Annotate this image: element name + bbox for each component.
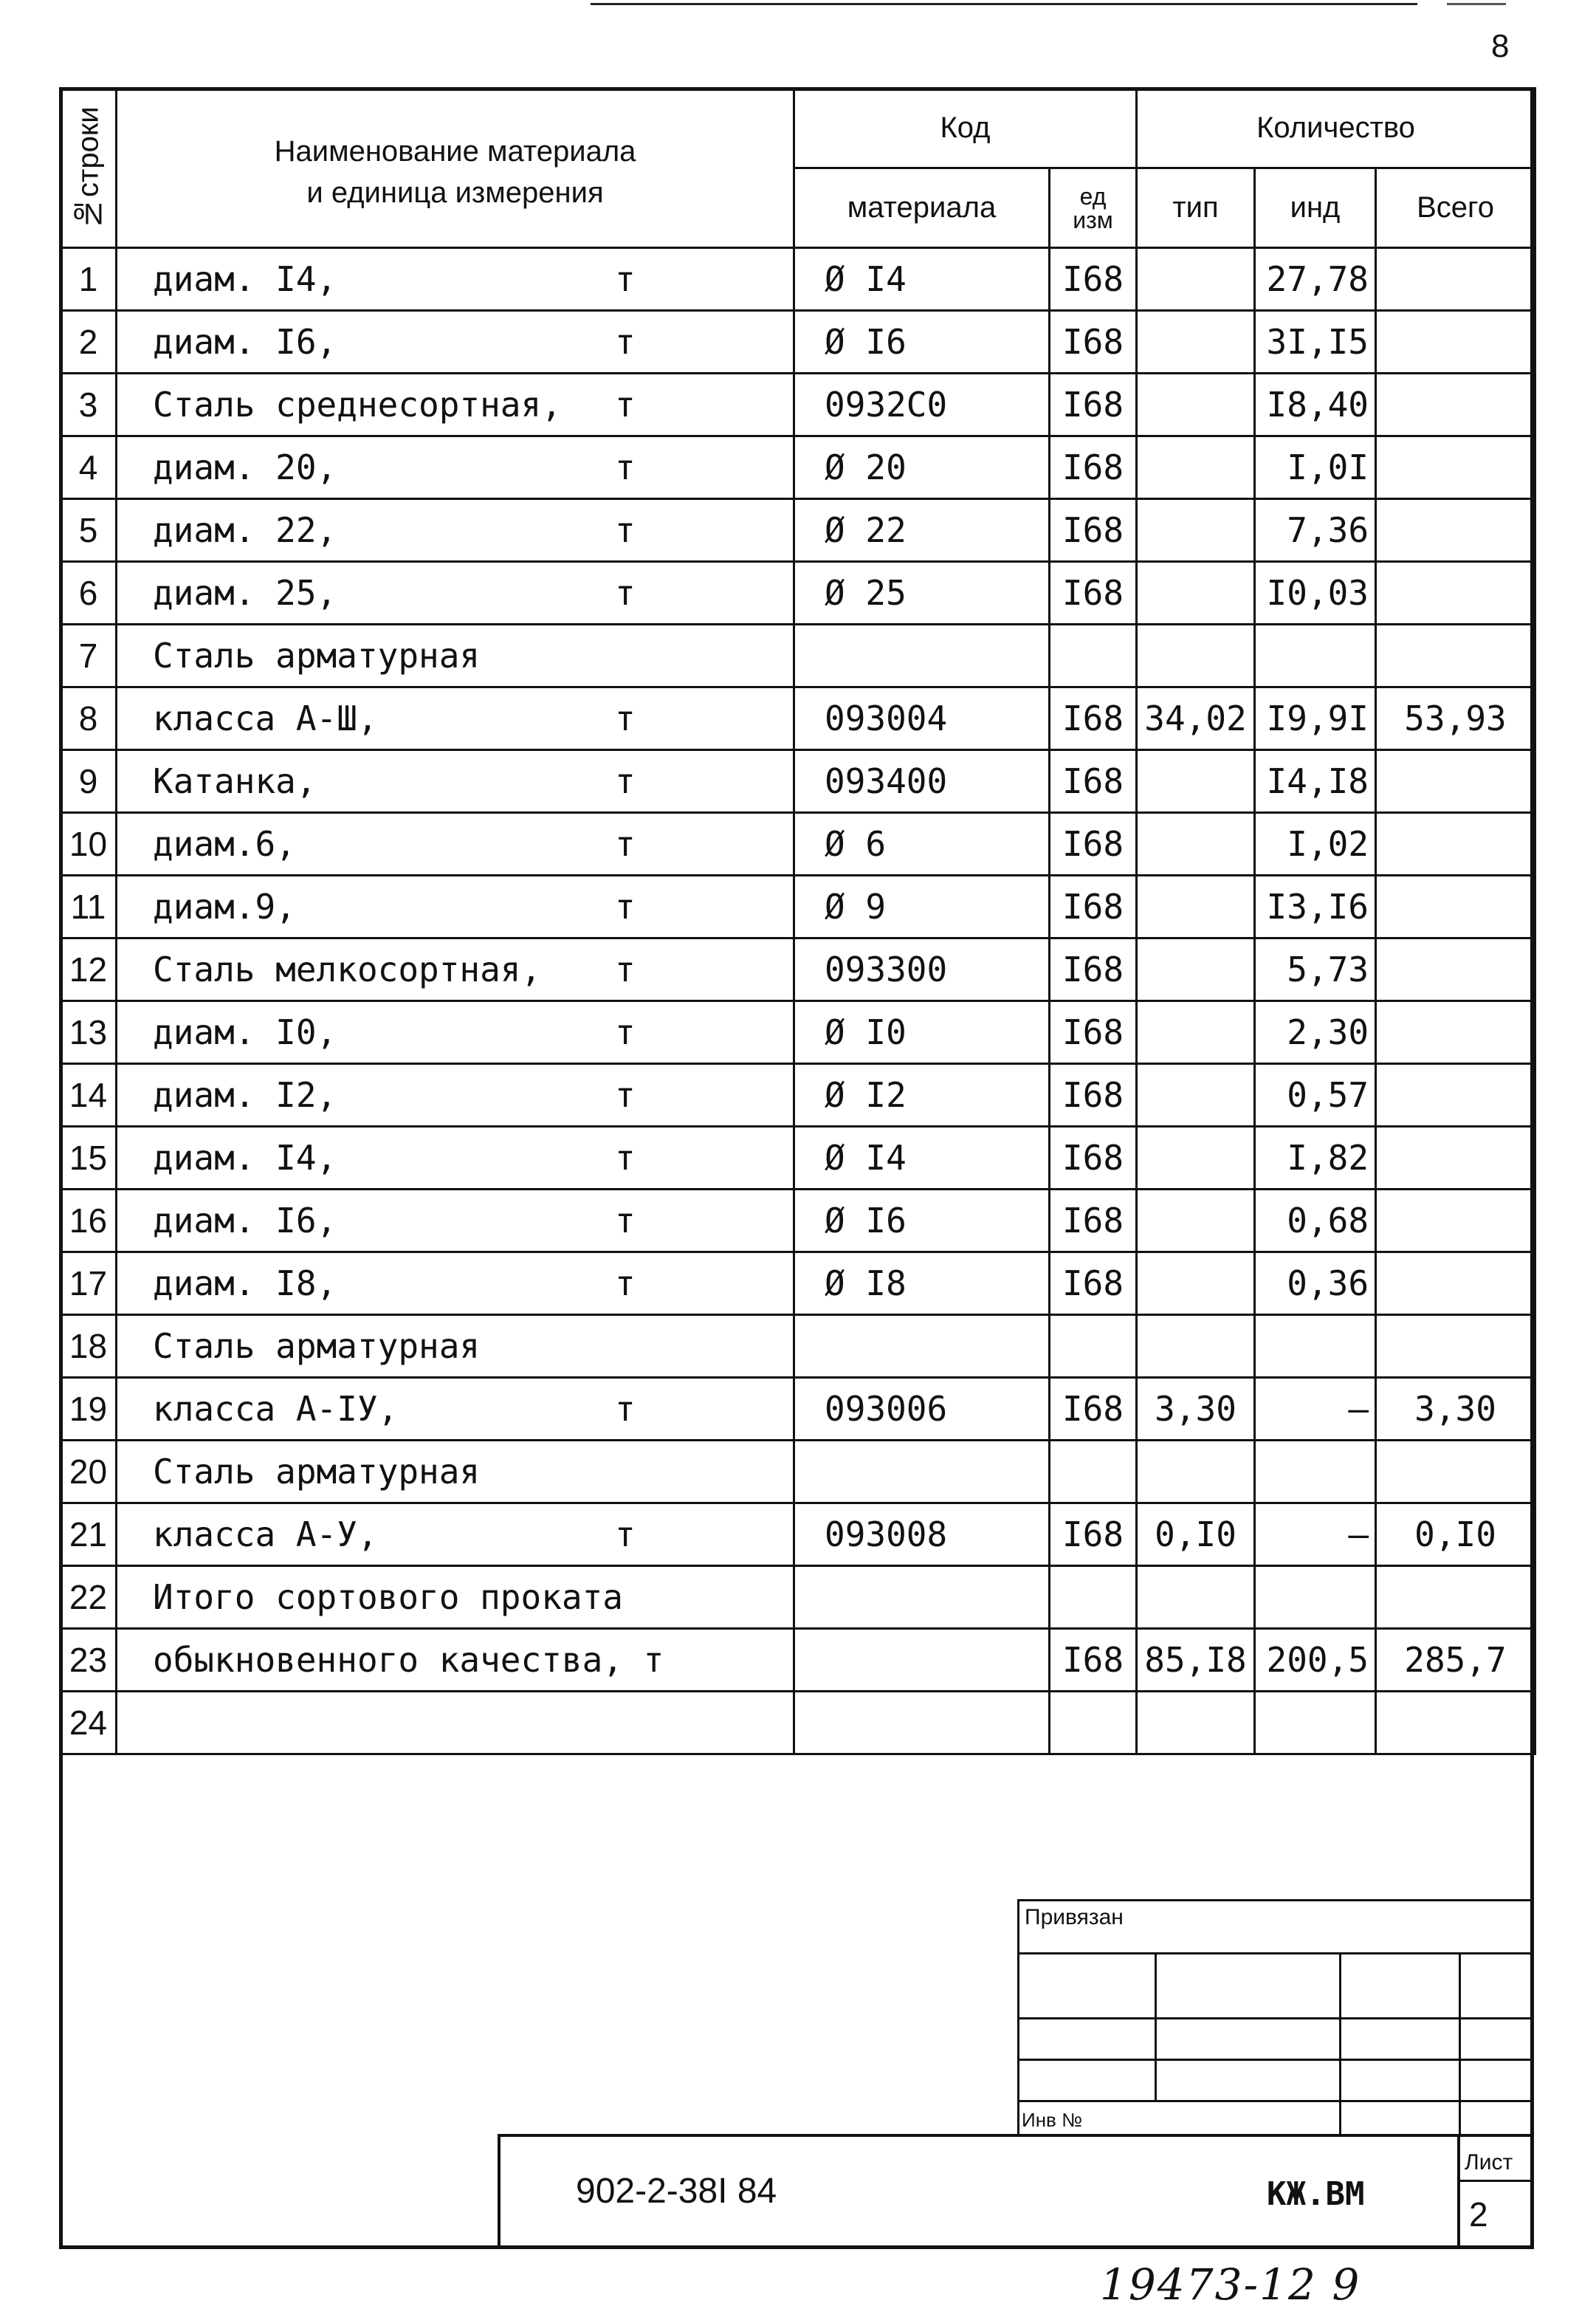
unit-code xyxy=(1050,1692,1137,1754)
qty-ind: 0,36 xyxy=(1255,1252,1376,1315)
material-unit: т xyxy=(615,1514,636,1554)
unit-code: I68 xyxy=(1050,1629,1137,1692)
header-name-line2: и единица измерения xyxy=(306,176,604,209)
row-number: 10 xyxy=(61,813,117,876)
material-code: Ø 6 xyxy=(794,813,1050,876)
handwritten-number: 19473-12 9 xyxy=(1100,2259,1361,2310)
material-name-text: диам. I6, xyxy=(153,322,337,362)
top-rule xyxy=(591,3,1417,5)
material-name xyxy=(117,750,794,813)
material-code: Ø I6 xyxy=(794,311,1050,374)
qty-type xyxy=(1137,374,1255,436)
material-name xyxy=(117,1064,794,1127)
material-name-text: Итого сортового проката xyxy=(153,1577,623,1617)
table-row xyxy=(61,1001,1535,1064)
table-row xyxy=(61,625,1535,687)
material-name xyxy=(117,248,794,311)
material-code: Ø I8 xyxy=(794,1252,1050,1315)
qty-type: 85,I8 xyxy=(1137,1629,1255,1692)
unit-code xyxy=(1050,1566,1137,1629)
material-name xyxy=(117,938,794,1001)
qty-type xyxy=(1137,248,1255,311)
header-unit-line1: ед xyxy=(1079,182,1107,210)
row-number: 5 xyxy=(61,499,117,562)
qty-ind: – xyxy=(1255,1503,1376,1566)
material-name xyxy=(117,499,794,562)
material-unit: т xyxy=(615,447,636,487)
material-name xyxy=(117,436,794,499)
qty-ind: 0,57 xyxy=(1255,1064,1376,1127)
qty-type xyxy=(1137,562,1255,625)
header-code-unit xyxy=(1050,168,1137,248)
material-name xyxy=(117,1252,794,1315)
qty-total xyxy=(1376,311,1535,374)
material-name xyxy=(117,1378,794,1441)
material-code: 093004 xyxy=(794,687,1050,750)
qty-type xyxy=(1137,1001,1255,1064)
qty-ind: I0,03 xyxy=(1255,562,1376,625)
row-number: 11 xyxy=(61,876,117,938)
qty-total xyxy=(1376,248,1535,311)
material-name xyxy=(117,1001,794,1064)
material-code xyxy=(794,625,1050,687)
qty-ind xyxy=(1255,1315,1376,1378)
row-number: 7 xyxy=(61,625,117,687)
row-number: 13 xyxy=(61,1001,117,1064)
stamp-line xyxy=(1017,2059,1534,2061)
material-code xyxy=(794,1441,1050,1503)
unit-code xyxy=(1050,1315,1137,1378)
material-unit: т xyxy=(615,824,636,864)
row-number: 24 xyxy=(61,1692,117,1754)
material-code: 093300 xyxy=(794,938,1050,1001)
stamp-line xyxy=(1017,1952,1534,1955)
material-name-text: диам.6, xyxy=(153,824,296,864)
table-row xyxy=(61,1503,1535,1566)
row-number: 2 xyxy=(61,311,117,374)
document-mark: КЖ.ВМ xyxy=(1267,2175,1365,2213)
qty-total xyxy=(1376,813,1535,876)
qty-total xyxy=(1376,938,1535,1001)
unit-code: I68 xyxy=(1050,436,1137,499)
material-name xyxy=(117,1503,794,1566)
table-row xyxy=(61,562,1535,625)
qty-type xyxy=(1137,1566,1255,1629)
qty-ind xyxy=(1255,1692,1376,1754)
qty-total xyxy=(1376,436,1535,499)
row-number: 4 xyxy=(61,436,117,499)
qty-ind: I4,I8 xyxy=(1255,750,1376,813)
material-name xyxy=(117,1692,794,1754)
material-name-text: класса А-У, xyxy=(153,1514,378,1554)
qty-type xyxy=(1137,1252,1255,1315)
material-code xyxy=(794,1566,1050,1629)
qty-ind: 0,68 xyxy=(1255,1190,1376,1252)
qty-total xyxy=(1376,1127,1535,1190)
qty-type xyxy=(1137,813,1255,876)
table-row xyxy=(61,248,1535,311)
document-code: 902-2-38I 84 xyxy=(576,2172,777,2211)
material-name-text: диам. I2, xyxy=(153,1075,337,1115)
material-unit: т xyxy=(615,887,636,927)
page-number: 8 xyxy=(1491,28,1510,64)
material-code: Ø I0 xyxy=(794,1001,1050,1064)
row-number: 17 xyxy=(61,1252,117,1315)
qty-type xyxy=(1137,625,1255,687)
row-number: 9 xyxy=(61,750,117,813)
qty-type xyxy=(1137,499,1255,562)
qty-total xyxy=(1376,1315,1535,1378)
qty-ind: 7,36 xyxy=(1255,499,1376,562)
qty-total xyxy=(1376,562,1535,625)
material-code: 093008 xyxy=(794,1503,1050,1566)
row-number: 3 xyxy=(61,374,117,436)
qty-type xyxy=(1137,938,1255,1001)
material-code: Ø I2 xyxy=(794,1064,1050,1127)
material-name-text: диам. I4, xyxy=(153,1138,337,1178)
material-code: Ø 22 xyxy=(794,499,1050,562)
qty-total xyxy=(1376,499,1535,562)
top-rule-short xyxy=(1447,3,1506,5)
row-number: 22 xyxy=(61,1566,117,1629)
material-name-text: диам. I0, xyxy=(153,1012,337,1052)
material-unit: т xyxy=(615,385,636,425)
qty-ind: I,02 xyxy=(1255,813,1376,876)
material-name-text: диам. I4, xyxy=(153,259,337,299)
unit-code: I68 xyxy=(1050,1503,1137,1566)
unit-code: I68 xyxy=(1050,562,1137,625)
material-name-text: Сталь арматурная xyxy=(153,1326,481,1366)
unit-code: I68 xyxy=(1050,311,1137,374)
material-unit: т xyxy=(615,1263,636,1303)
unit-code: I68 xyxy=(1050,1001,1137,1064)
qty-total xyxy=(1376,1001,1535,1064)
material-unit: т xyxy=(615,1201,636,1240)
header-quantity: Количество xyxy=(1137,89,1535,168)
stamp-tied-label: Привязан xyxy=(1025,1905,1124,1929)
material-unit: т xyxy=(615,761,636,801)
material-code: Ø 25 xyxy=(794,562,1050,625)
qty-total xyxy=(1376,374,1535,436)
header-qty-ind: инд xyxy=(1255,168,1376,248)
table-row xyxy=(61,499,1535,562)
material-unit: т xyxy=(615,259,636,299)
material-name xyxy=(117,562,794,625)
unit-code: I68 xyxy=(1050,499,1137,562)
qty-type xyxy=(1137,1127,1255,1190)
material-name xyxy=(117,1441,794,1503)
header-qty-total: Всего xyxy=(1376,168,1535,248)
table-row xyxy=(61,687,1535,750)
header-code-material: материала xyxy=(794,168,1050,248)
qty-total xyxy=(1376,1566,1535,1629)
material-unit: т xyxy=(615,322,636,362)
material-name-text: диам. 22, xyxy=(153,510,337,550)
qty-type xyxy=(1137,750,1255,813)
qty-ind: I,82 xyxy=(1255,1127,1376,1190)
material-unit: т xyxy=(615,1012,636,1052)
unit-code: I68 xyxy=(1050,248,1137,311)
material-name-text: Сталь среднесортная, xyxy=(153,385,562,425)
qty-ind: 2,30 xyxy=(1255,1001,1376,1064)
material-name xyxy=(117,1127,794,1190)
qty-total xyxy=(1376,1064,1535,1127)
sheet-number: 2 xyxy=(1469,2195,1488,2234)
table-row xyxy=(61,1190,1535,1252)
header-material-name xyxy=(117,89,794,248)
qty-total xyxy=(1376,1190,1535,1252)
material-name xyxy=(117,311,794,374)
stamp-inv-label: Инв № xyxy=(1022,2109,1082,2131)
qty-type xyxy=(1137,436,1255,499)
unit-code: I68 xyxy=(1050,1064,1137,1127)
qty-total xyxy=(1376,1252,1535,1315)
qty-type xyxy=(1137,1190,1255,1252)
qty-ind: – xyxy=(1255,1378,1376,1441)
qty-type xyxy=(1137,876,1255,938)
qty-ind xyxy=(1255,1441,1376,1503)
row-number: 21 xyxy=(61,1503,117,1566)
material-name-text: Сталь арматурная xyxy=(153,636,481,676)
material-name xyxy=(117,813,794,876)
qty-total: 0,I0 xyxy=(1376,1503,1535,1566)
table-row xyxy=(61,1064,1535,1127)
table-row xyxy=(61,1127,1535,1190)
header-name-line1: Наименование материала xyxy=(274,134,636,168)
qty-total: 285,7 xyxy=(1376,1629,1535,1692)
qty-ind: 27,78 xyxy=(1255,248,1376,311)
stamp-line xyxy=(1339,1952,1341,2135)
unit-code: I68 xyxy=(1050,687,1137,750)
material-unit: т xyxy=(615,510,636,550)
material-name xyxy=(117,1629,794,1692)
material-name-text: Катанка, xyxy=(153,761,317,801)
material-code xyxy=(794,1315,1050,1378)
qty-ind: 200,5 xyxy=(1255,1629,1376,1692)
material-unit: т xyxy=(615,1389,636,1429)
row-number: 14 xyxy=(61,1064,117,1127)
qty-ind xyxy=(1255,625,1376,687)
stamp-line xyxy=(1017,2100,1534,2102)
row-number: 18 xyxy=(61,1315,117,1378)
material-name-text: Сталь арматурная xyxy=(153,1452,481,1492)
materials-table xyxy=(59,87,1536,1755)
row-number: 16 xyxy=(61,1190,117,1252)
material-name-text: диам. I6, xyxy=(153,1201,337,1240)
title-top-line xyxy=(499,2134,1534,2137)
material-name xyxy=(117,625,794,687)
qty-ind xyxy=(1255,1566,1376,1629)
header-code: Код xyxy=(794,89,1137,168)
unit-code: I68 xyxy=(1050,374,1137,436)
material-code: 0932С0 xyxy=(794,374,1050,436)
stamp-line xyxy=(1155,1952,1157,2100)
unit-code: I68 xyxy=(1050,876,1137,938)
material-name-text: диам. 20, xyxy=(153,447,337,487)
material-name xyxy=(117,374,794,436)
qty-type: 0,I0 xyxy=(1137,1503,1255,1566)
qty-type: 34,02 xyxy=(1137,687,1255,750)
qty-total: 3,30 xyxy=(1376,1378,1535,1441)
material-name xyxy=(117,1315,794,1378)
table-row xyxy=(61,1441,1535,1503)
row-number: 15 xyxy=(61,1127,117,1190)
header-row-number: №строки xyxy=(61,89,117,248)
header-unit-line2: изм xyxy=(1073,206,1113,233)
qty-total: 53,93 xyxy=(1376,687,1535,750)
row-number: 20 xyxy=(61,1441,117,1503)
stamp-line xyxy=(1459,1952,1461,2135)
material-name-text: диам. I8, xyxy=(153,1263,337,1303)
unit-code: I68 xyxy=(1050,1127,1137,1190)
material-unit: т xyxy=(615,1138,636,1178)
material-code xyxy=(794,1692,1050,1754)
title-sheet-divider xyxy=(1457,2134,1460,2249)
unit-code xyxy=(1050,1441,1137,1503)
table-row xyxy=(61,1566,1535,1629)
row-number: 19 xyxy=(61,1378,117,1441)
table-row xyxy=(61,938,1535,1001)
unit-code: I68 xyxy=(1050,938,1137,1001)
qty-type xyxy=(1137,1064,1255,1127)
table-row xyxy=(61,813,1535,876)
unit-code xyxy=(1050,625,1137,687)
qty-ind: I,0I xyxy=(1255,436,1376,499)
material-name xyxy=(117,1190,794,1252)
material-unit: т xyxy=(615,1075,636,1115)
material-unit: т xyxy=(615,950,636,989)
qty-ind: 5,73 xyxy=(1255,938,1376,1001)
table-row xyxy=(61,436,1535,499)
material-name-text: класса А-IУ, xyxy=(153,1389,399,1429)
qty-type: 3,30 xyxy=(1137,1378,1255,1441)
table-row xyxy=(61,1629,1535,1692)
table-row xyxy=(61,1315,1535,1378)
material-code xyxy=(794,1629,1050,1692)
material-name-text: диам. 25, xyxy=(153,573,337,613)
qty-total xyxy=(1376,625,1535,687)
material-code: 093400 xyxy=(794,750,1050,813)
row-number: 6 xyxy=(61,562,117,625)
header-qty-type: тип xyxy=(1137,168,1255,248)
material-code: Ø 9 xyxy=(794,876,1050,938)
qty-total xyxy=(1376,876,1535,938)
material-name xyxy=(117,876,794,938)
qty-total xyxy=(1376,1441,1535,1503)
table-row xyxy=(61,1378,1535,1441)
stamp-line xyxy=(1017,2017,1534,2019)
qty-ind: I9,9I xyxy=(1255,687,1376,750)
qty-type xyxy=(1137,1692,1255,1754)
table-row xyxy=(61,750,1535,813)
table-row xyxy=(61,1692,1535,1754)
unit-code: I68 xyxy=(1050,1190,1137,1252)
qty-type xyxy=(1137,311,1255,374)
row-number: 23 xyxy=(61,1629,117,1692)
material-name xyxy=(117,687,794,750)
qty-ind: I3,I6 xyxy=(1255,876,1376,938)
material-code: Ø I4 xyxy=(794,1127,1050,1190)
material-name-text: обыкновенного качества, т xyxy=(153,1640,664,1680)
material-name xyxy=(117,1566,794,1629)
unit-code: I68 xyxy=(1050,813,1137,876)
material-code: Ø I4 xyxy=(794,248,1050,311)
qty-type xyxy=(1137,1315,1255,1378)
unit-code: I68 xyxy=(1050,1252,1137,1315)
table-row xyxy=(61,1252,1535,1315)
table-row xyxy=(61,374,1535,436)
unit-code: I68 xyxy=(1050,1378,1137,1441)
material-name-text: Сталь мелкосортная, xyxy=(153,950,542,989)
material-code: Ø 20 xyxy=(794,436,1050,499)
material-code: 093006 xyxy=(794,1378,1050,1441)
qty-total xyxy=(1376,750,1535,813)
material-name-text: класса А-Ш, xyxy=(153,699,378,738)
material-unit: т xyxy=(615,699,636,738)
material-name-text: диам.9, xyxy=(153,887,296,927)
title-left-line xyxy=(498,2134,501,2249)
row-number: 1 xyxy=(61,248,117,311)
table-row xyxy=(61,876,1535,938)
qty-type xyxy=(1137,1441,1255,1503)
table-row xyxy=(61,311,1535,374)
material-unit: т xyxy=(615,573,636,613)
qty-total xyxy=(1376,1692,1535,1754)
title-sheet-line xyxy=(1457,2180,1534,2182)
qty-ind: I8,40 xyxy=(1255,374,1376,436)
qty-ind: 3I,I5 xyxy=(1255,311,1376,374)
material-code: Ø I6 xyxy=(794,1190,1050,1252)
sheet-label: Лист xyxy=(1465,2150,1513,2175)
row-number: 8 xyxy=(61,687,117,750)
unit-code: I68 xyxy=(1050,750,1137,813)
row-number: 12 xyxy=(61,938,117,1001)
